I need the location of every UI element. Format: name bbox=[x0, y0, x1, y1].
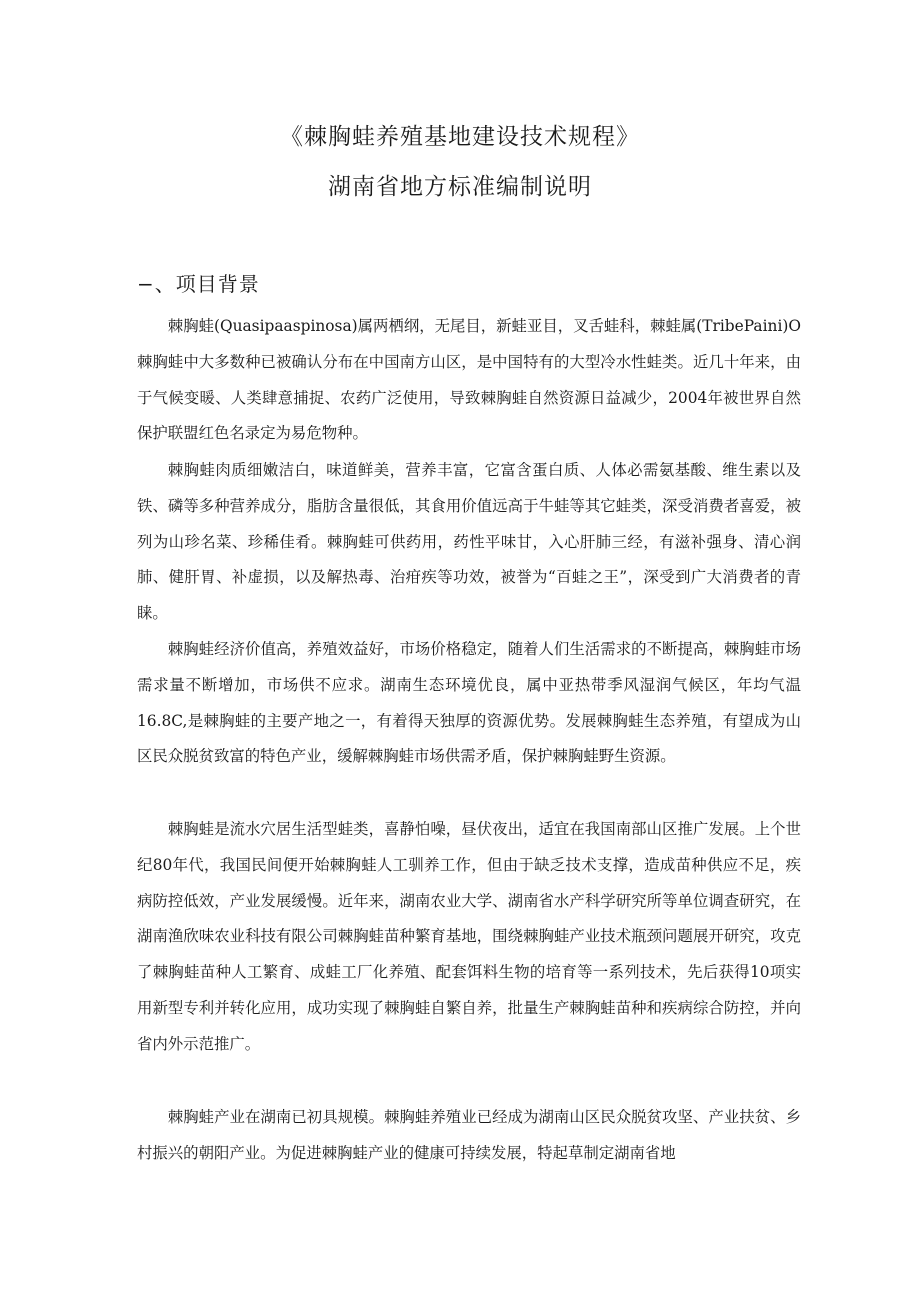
document-title: 《棘胸蛙养殖基地建设技术规程》 bbox=[280, 124, 640, 150]
paragraph-3: 棘胸蛙经济价值高，养殖效益好，市场价格稳定，随着人们生活需求的不断提高，棘胸蛙市场需求量不断增加，市场供不应求。湖南生态环境优良，属中亚热带季风湿润气候区，年均气温16.8C,是棘胸蛙的主要产地之一，有着得天独厚的资源优势。发展棘胸蛙生态养殖，有望成为山区民众脱贫致富的特色产业，缓解棘胸蛙市场供需矛盾，保护棘胸蛙野生资源。 bbox=[137, 640, 801, 766]
paragraph-1: 棘胸蛙(Quasipaaspinosa)属两栖纲，无尾目，新蛙亚目，叉舌蛙科，棘蛙属(TribePaini)O棘胸蛙中大多数种已被确认分布在中国南方山区，是中国特有的大型冷水性蛙类。近几十年来，由于气候变暖、人类肆意捕捉、农药广泛使用，导致棘胸蛙自然资源日益减少，2004年被世界自然保护联盟红色名录定为易危物种。 bbox=[137, 317, 801, 443]
paragraph-4: 棘胸蛙是流水穴居生活型蛙类，喜静怕噪，昼伏夜出，适宜在我国南部山区推广发展。上个世纪80年代，我国民间便开始棘胸蛙人工驯养工作，但由于缺乏技术支撑，造成苗种供应不足，疾病防控低效，产业发展缓慢。近年来，湖南农业大学、湖南省水产科学研究所等单位调查研究，在湖南渔欣味农业科技有限公司棘胸蛙苗种繁育基地，围绕棘胸蛙产业技术瓶颈问题展开研究，攻克了棘胸蛙苗种人工繁育、成蛙工厂化养殖、配套饵料生物的培育等一系列技术，先后获得10项实用新型专利并转化应用，成功实现了棘胸蛙自繁自养，批量生产棘胸蛙苗种和疾病综合防控，并向省内外示范推广。 bbox=[137, 820, 801, 1053]
paragraph-5: 棘胸蛙产业在湖南已初具规模。棘胸蛙养殖业已经成为湖南山区民众脱贫攻坚、产业扶贫、乡村振兴的朝阳产业。为促进棘胸蛙产业的健康可持续发展，特起草制定湖南省地 bbox=[137, 1108, 801, 1162]
document-subtitle: 湖南省地方标准编制说明 bbox=[328, 174, 592, 200]
section-heading: −、项目背景 bbox=[137, 272, 260, 296]
paragraph-2: 棘胸蛙肉质细嫩洁白，味道鲜美，营养丰富，它富含蛋白质、人体必需氨基酸、维生素以及铁、磷等多种营养成分，脂肪含量很低，其食用价值远高于牛蛙等其它蛙类，深受消费者喜爱，被列为山珍名菜、珍稀佳肴。棘胸蛙可供药用，药性平味甘，入心肝肺三经，有滋补强身、清心润肺、健肝胃、补虚损，以及解热毒、治疳疾等功效，被誉为“百蛙之王”，深受到广大消费者的青睐。 bbox=[137, 461, 801, 623]
